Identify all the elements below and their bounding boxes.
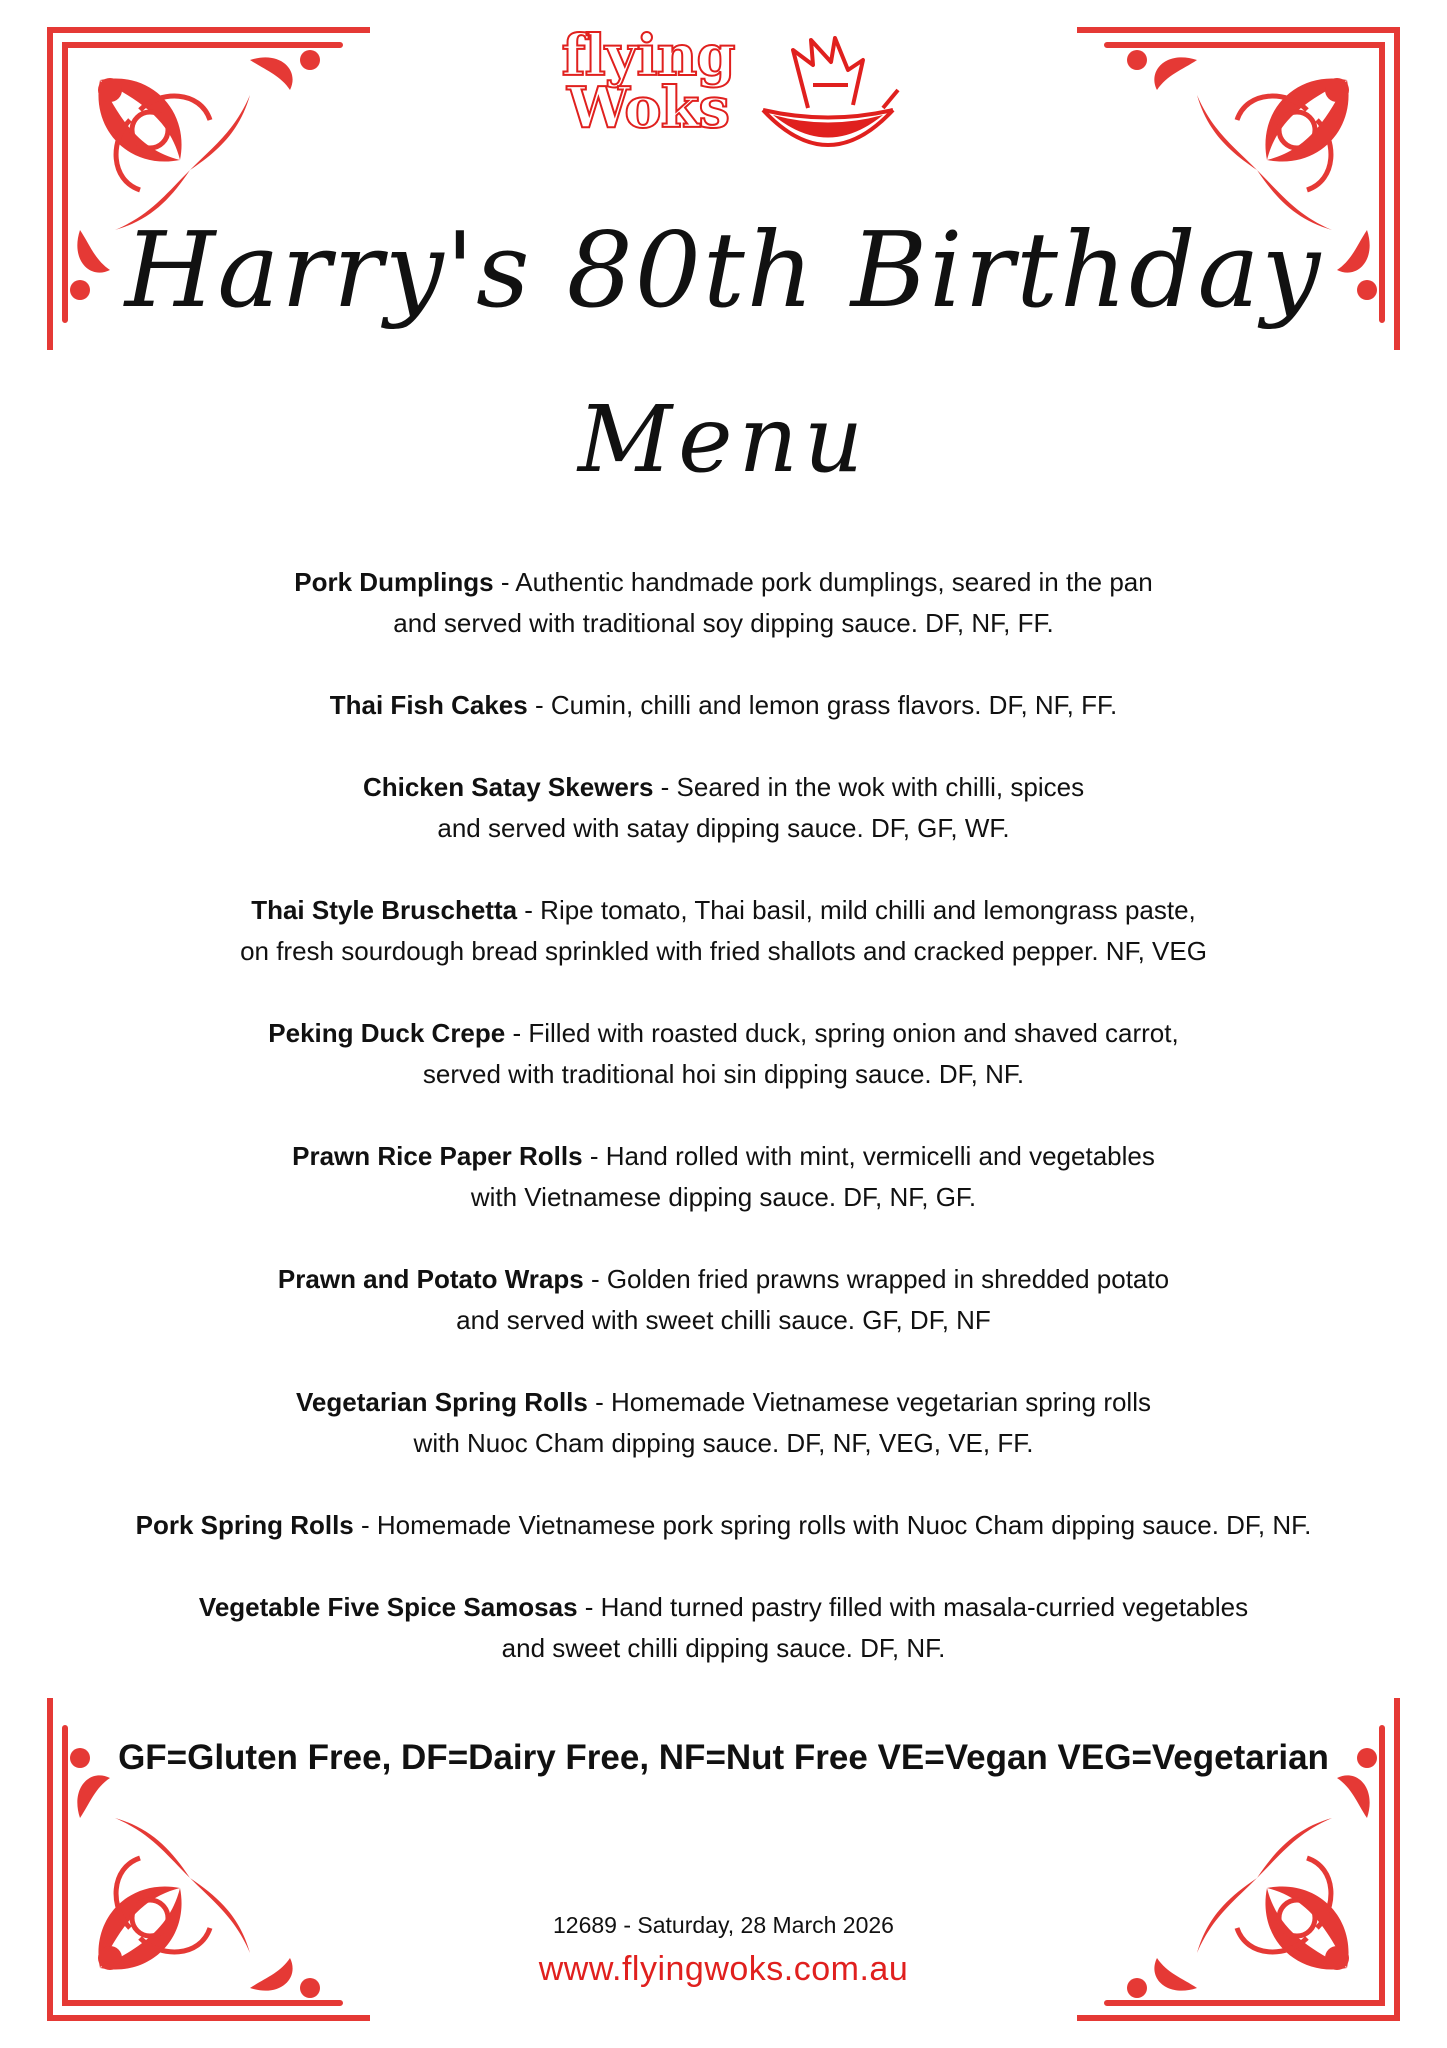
dish-name: Peking Duck Crepe	[268, 1018, 506, 1048]
menu-list	[60, 562, 1387, 1710]
menu-item	[60, 1505, 1387, 1546]
event-info: 12689 - Saturday, 28 March 2026	[553, 1912, 894, 1938]
dish-description-line: with Nuoc Cham dipping sauce. DF, NF, VEG, VE, FF.	[413, 1428, 1034, 1458]
dish-name: Prawn and Potato Wraps	[277, 1264, 584, 1294]
dish-description: - Ripe tomato, Thai basil, mild chilli and lemongrass paste,	[517, 895, 1196, 925]
dish-description: - Hand rolled with mint, vermicelli and vegetables	[582, 1141, 1155, 1171]
dish-description-line: and sweet chilli dipping sauce. DF, NF.	[501, 1633, 946, 1663]
dish-description-line: on fresh sourdough bread sprinkled with fried shallots and cracked pepper. NF, VEG	[240, 936, 1207, 966]
dish-name: Chicken Satay Skewers	[362, 772, 654, 802]
dish-name: Vegetarian Spring Rolls	[296, 1387, 588, 1417]
dish-name: Vegetable Five Spice Samosas	[198, 1592, 578, 1622]
dish-description: - Filled with roasted duck, spring onion and shaved carrot,	[505, 1018, 1179, 1048]
dish-description-line: and served with sweet chilli sauce. GF, DF, NF	[456, 1305, 991, 1335]
logo-line-2: Woks	[566, 75, 729, 141]
page-title: Harry's 80th Birthday	[124, 209, 1323, 331]
wok-with-wings-icon	[753, 30, 903, 175]
menu-item	[60, 767, 1387, 849]
dish-name: Thai Fish Cakes	[329, 690, 528, 720]
dish-description: - Cumin, chilli and lemon grass flavors. DF, NF, FF.	[527, 690, 1118, 720]
menu-item	[60, 1587, 1387, 1669]
menu-item	[60, 890, 1387, 972]
dish-description: - Seared in the wok with chilli, spices	[653, 772, 1085, 802]
dietary-legend: GF=Gluten Free, DF=Dairy Free, NF=Nut Free VE=Vegan VEG=Vegetarian	[118, 1738, 1329, 1777]
dish-name: Pork Dumplings	[294, 567, 494, 597]
brand-logo	[548, 23, 908, 180]
website-link[interactable]: www.flyingwoks.com.au	[538, 1950, 909, 1988]
menu-item	[60, 562, 1387, 644]
menu-item	[60, 685, 1387, 726]
dish-description-line: and served with traditional soy dipping sauce. DF, NF, FF.	[393, 608, 1054, 638]
dish-name: Prawn Rice Paper Rolls	[292, 1141, 583, 1171]
logo-line-1: flying	[561, 23, 735, 89]
menu-item	[60, 1013, 1387, 1095]
dish-description-line: with Vietnamese dipping sauce. DF, NF, GF.	[470, 1182, 977, 1212]
menu-heading: Menu	[577, 386, 870, 493]
dish-description: - Homemade Vietnamese vegetarian spring rolls	[587, 1387, 1151, 1417]
menu-item	[60, 1382, 1387, 1464]
menu-item	[60, 1136, 1387, 1218]
dish-description: - Authentic handmade pork dumplings, seared in the pan	[493, 567, 1153, 597]
dish-name: Thai Style Bruschetta	[251, 895, 518, 925]
dish-description-line: served with traditional hoi sin dipping sauce. DF, NF.	[422, 1059, 1025, 1089]
dish-name: Pork Spring Rolls	[135, 1510, 354, 1540]
logo-wordmark	[548, 23, 748, 141]
dish-description: - Homemade Vietnamese pork spring rolls with Nuoc Cham dipping sauce. DF, NF.	[353, 1510, 1312, 1540]
dish-description-line: and served with satay dipping sauce. DF, GF, WF.	[437, 813, 1010, 843]
menu-item	[60, 1259, 1387, 1341]
dish-description: - Golden fried prawns wrapped in shredded potato	[583, 1264, 1170, 1294]
dish-description: - Hand turned pastry filled with masala-curried vegetables	[577, 1592, 1249, 1622]
